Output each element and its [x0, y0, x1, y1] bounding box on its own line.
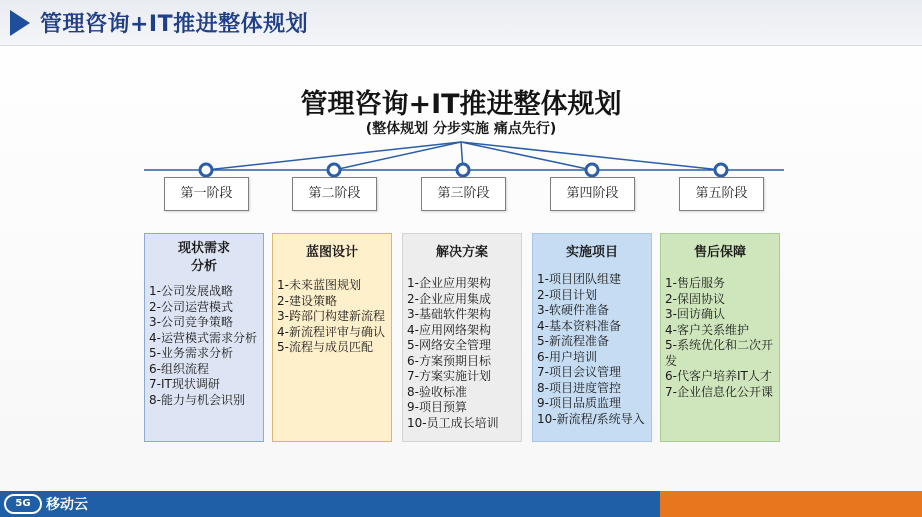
list-item: 5-新流程准备: [537, 334, 609, 348]
list-item: 3-跨部门构建新流程: [277, 309, 385, 323]
list-item: 7-项目会议管理: [537, 365, 621, 379]
list-item: 2-企业应用集成: [407, 291, 491, 306]
column-after-sales: [660, 233, 780, 442]
list-item: 3-软硬件准备: [537, 303, 609, 317]
list-item: 5-业务需求分析: [149, 346, 233, 360]
list-item: 1-公司发展战略: [149, 284, 233, 298]
list-item: 6-代客户培养IT人才: [665, 369, 772, 383]
list-item: 3-回访确认: [665, 307, 725, 321]
timeline-node-4: [586, 164, 598, 176]
column-items: [149, 284, 259, 408]
list-item: 4-新流程评审与确认: [277, 324, 385, 339]
list-item: 5-网络安全管理: [407, 338, 491, 352]
column-blueprint: [272, 233, 392, 442]
connector-1: [206, 142, 461, 170]
cloud-logo-icon: 5G: [4, 494, 42, 514]
footer-blue-band: [0, 491, 660, 517]
list-item: 2-项目计划: [537, 287, 597, 302]
list-item: 8-验收标准: [407, 384, 467, 399]
column-items: [665, 276, 775, 400]
header-arrow-icon: [10, 10, 30, 36]
main-title: 管理咨询+IT推进整体规划: [300, 89, 622, 120]
column-heading: 售后保障: [693, 245, 746, 260]
timeline-node-1: [200, 164, 212, 176]
column-items: [407, 276, 517, 431]
list-item: 3-基础软件架构: [407, 307, 491, 321]
connector-2: [334, 142, 461, 170]
list-item: 2-建设策略: [277, 293, 337, 308]
list-item: 4-客户关系维护: [665, 322, 749, 337]
list-item: 2-公司运营模式: [149, 299, 233, 314]
stage-2-label: 第二阶段: [292, 177, 377, 211]
stage-3-label: 第三阶段: [421, 177, 506, 211]
timeline-node-5: [715, 164, 727, 176]
list-item: 8-项目进度管控: [537, 380, 621, 395]
header-title: 管理咨询+IT推进整体规划: [40, 12, 309, 37]
logo-text: 移动云: [46, 497, 88, 513]
list-item: 8-能力与机会识别: [149, 392, 245, 407]
list-item: 4-运营模式需求分析: [149, 330, 257, 345]
column-items: [277, 278, 387, 356]
list-item: 4-基本资料准备: [537, 318, 621, 333]
column-heading: 现状需求 分析: [177, 241, 230, 274]
stage-1-label: 第一阶段: [164, 177, 249, 211]
list-item: 1-未来蓝图规划: [277, 278, 361, 292]
column-heading: 蓝图设计: [305, 245, 358, 260]
list-item: 7-IT现状调研: [149, 377, 220, 391]
column-items: [537, 272, 647, 427]
brand-logo: [4, 493, 88, 515]
list-item: 6-用户培训: [537, 349, 597, 364]
list-item: 7-企业信息化公开课: [665, 384, 773, 399]
stage-5-label: 第五阶段: [679, 177, 764, 211]
header-bar: [0, 0, 922, 46]
list-item: 4-应用网络架构: [407, 322, 491, 337]
footer-bar: [0, 491, 922, 517]
list-item: 2-保固协议: [665, 291, 725, 306]
column-heading: 实施项目: [565, 245, 618, 260]
connector-3: [461, 142, 463, 170]
timeline-node-3: [457, 164, 469, 176]
stage-4-label: 第四阶段: [550, 177, 635, 211]
timeline-node-2: [328, 164, 340, 176]
list-item: 9-项目品质监理: [537, 396, 621, 410]
column-solution: [402, 233, 522, 442]
list-item: 10-员工成长培训: [407, 415, 499, 430]
column-implementation: [532, 233, 652, 442]
list-item: 10-新流程/系统导入: [537, 411, 645, 426]
list-item: 6-组织流程: [149, 361, 209, 376]
footer-orange-band: [660, 491, 922, 517]
column-current-needs: [144, 233, 264, 442]
list-item: 1-项目团队组建: [537, 272, 621, 286]
list-item: 1-企业应用架构: [407, 276, 491, 290]
list-item: 5-系统优化和二次开发: [665, 338, 773, 368]
list-item: 7-方案实施计划: [407, 369, 491, 383]
column-heading: 解决方案: [435, 245, 488, 260]
connector-5: [461, 142, 721, 170]
list-item: 9-项目预算: [407, 400, 467, 414]
connector-4: [461, 142, 592, 170]
sub-title: (整体规划 分步实施 痛点先行): [365, 121, 557, 137]
list-item: 6-方案预期目标: [407, 353, 491, 368]
list-item: 5-流程与成员匹配: [277, 340, 373, 354]
list-item: 1-售后服务: [665, 276, 725, 290]
list-item: 3-公司竞争策略: [149, 315, 233, 329]
